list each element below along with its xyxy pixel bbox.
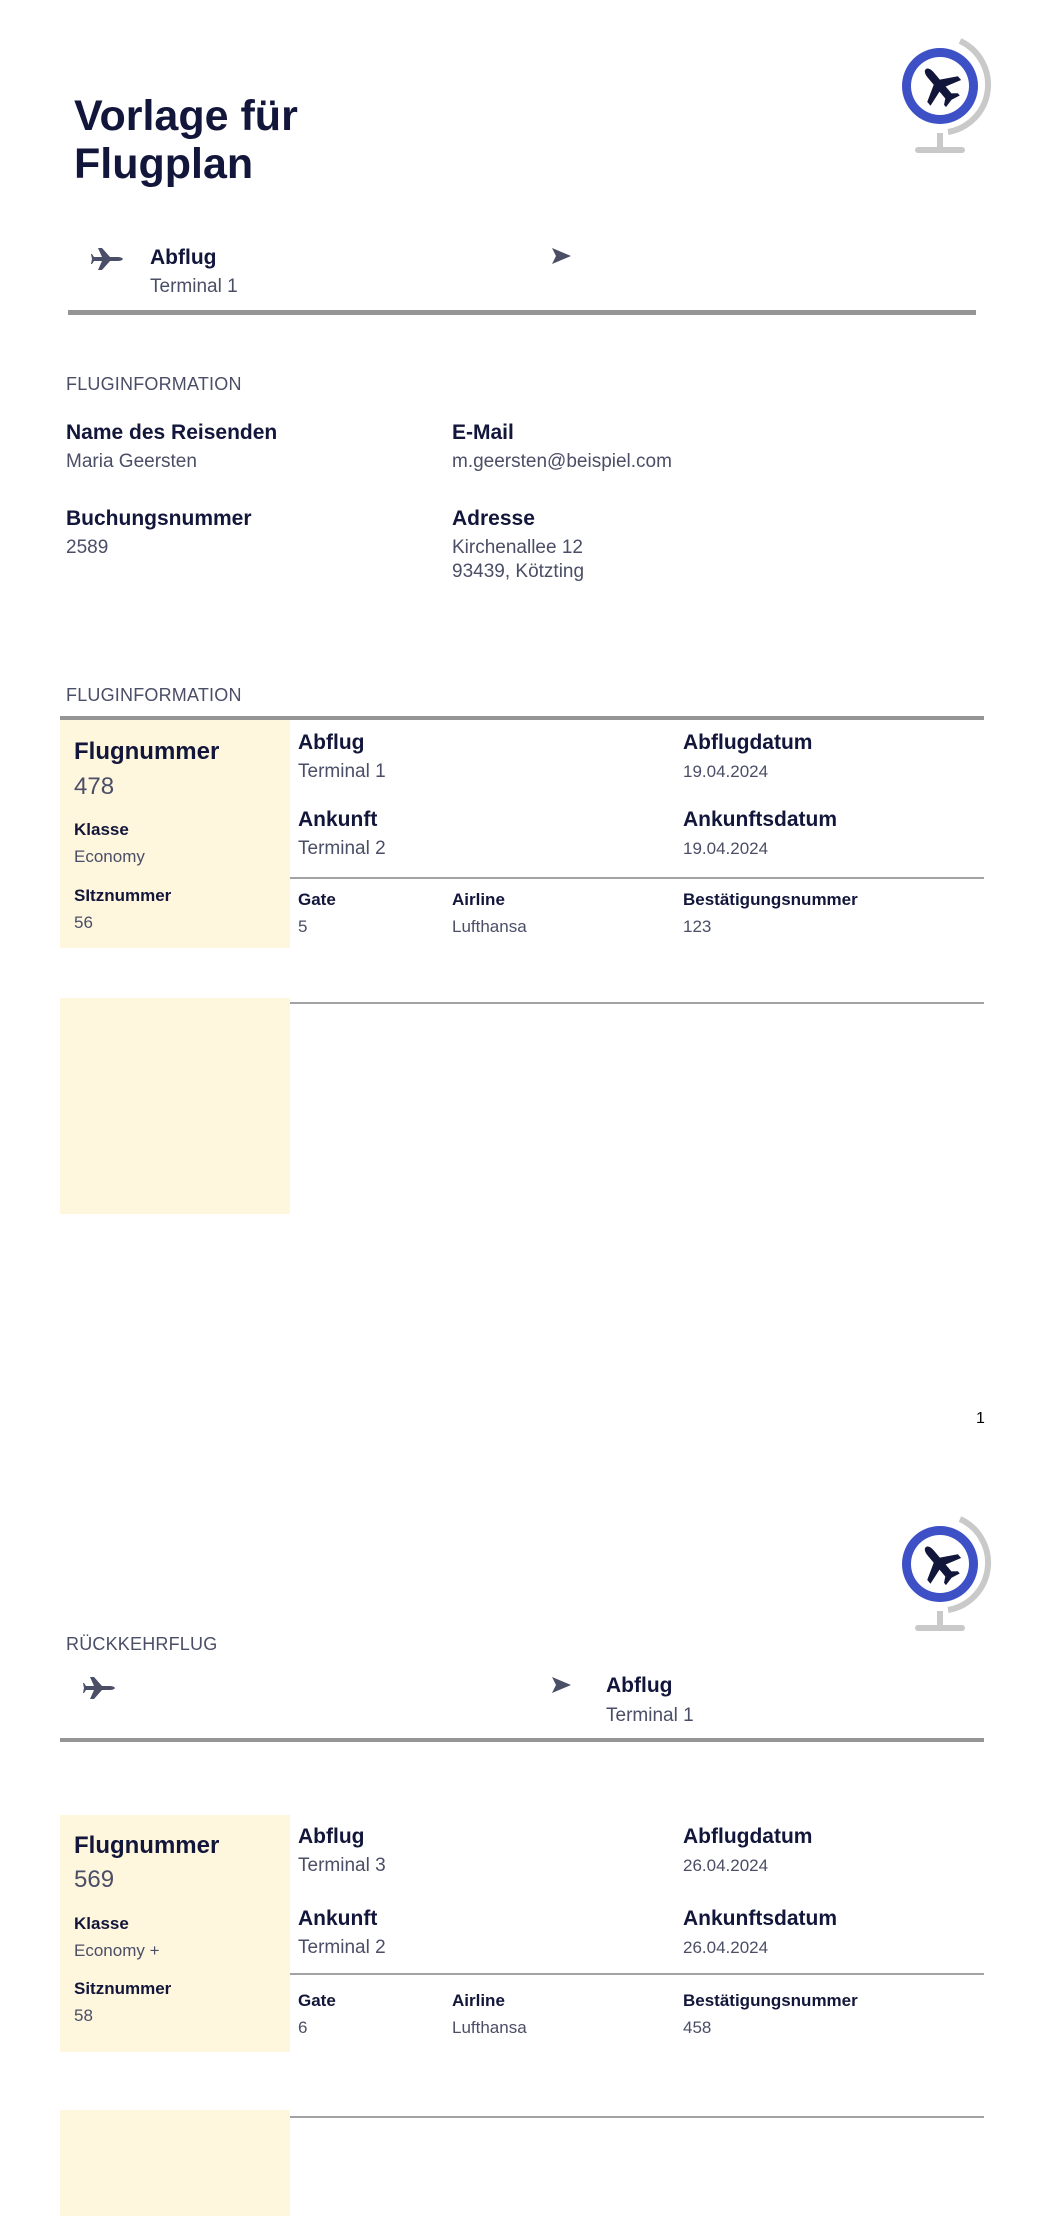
section-heading-return-flight: RÜCKKEHRFLUG (66, 1634, 218, 1654)
arrow-right-icon (552, 248, 572, 264)
booking-number-value: 2589 (66, 537, 109, 558)
class-value: Economy (74, 847, 145, 866)
return-departure-value: Terminal 3 (298, 1855, 386, 1876)
departure-label: Abflug (298, 731, 365, 754)
return-arrival-date-value: 26.04.2024 (683, 1938, 769, 1957)
return-confirmation-number-value: 458 (683, 2018, 712, 2037)
return-flight-number-value: 569 (74, 1866, 115, 1893)
traveler-name-value: Maria Geersten (66, 451, 197, 472)
return-class-value: Economy + (74, 1941, 160, 1960)
seat-number-label: SItznummer (74, 886, 172, 905)
confirmation-number-label: Bestätigungsnummer (683, 890, 858, 909)
page-title (74, 92, 298, 188)
return-airline-label: Airline (452, 1991, 505, 2010)
airline-value: Lufthansa (452, 917, 527, 936)
flight-number-value: 478 (74, 773, 115, 800)
return-arrival-label: Ankunft (298, 1907, 378, 1930)
return-empty-flight-panel (60, 2110, 290, 2216)
route-departure-value: Terminal 1 (150, 276, 238, 297)
return-departure-date-label: Abflugdatum (683, 1825, 813, 1848)
page-title-line-1: Vorlage für (74, 92, 298, 140)
flight-number-label: Flugnummer (74, 738, 220, 765)
arrow-right-icon-2 (552, 1677, 572, 1693)
return-flight-number-label: Flugnummer (74, 1832, 220, 1859)
return-seat-number-value: 58 (74, 2006, 93, 2025)
return-confirmation-number-label: Bestätigungsnummer (683, 1991, 858, 2010)
booking-number-label: Buchungsnummer (66, 507, 252, 530)
page-number: 1 (976, 1410, 985, 1427)
airplane-icon (91, 245, 123, 273)
section-heading-fluginformation: FLUGINFORMATION (66, 374, 242, 394)
departure-date-label: Abflugdatum (683, 731, 813, 754)
airline-label: Airline (452, 890, 505, 909)
address-label: Adresse (452, 507, 535, 530)
gate-label: Gate (298, 890, 336, 909)
section-heading-fluginformation-2: FLUGINFORMATION (66, 685, 242, 705)
departure-value: Terminal 1 (298, 761, 386, 782)
arrival-date-label: Ankunftsdatum (683, 808, 837, 831)
address-line-2: 93439, Kötzting (452, 561, 585, 582)
airplane-icon-2 (83, 1674, 115, 1702)
address-line-1: Kirchenallee 12 (452, 537, 583, 558)
arrival-date-value: 19.04.2024 (683, 839, 769, 858)
route-departure-label: Abflug (150, 246, 217, 269)
return-flight-details-divider (290, 1973, 984, 1975)
return-class-label: Klasse (74, 1914, 129, 1933)
flight-details-divider (290, 877, 984, 879)
gate-value: 5 (298, 917, 308, 936)
departure-date-value: 19.04.2024 (683, 762, 769, 781)
return-departure-label: Abflug (298, 1825, 365, 1848)
email-value: m.geersten@beispiel.com (452, 451, 672, 472)
seat-number-value: 56 (74, 913, 93, 932)
empty-flight-panel (60, 998, 290, 1214)
return-arrival-date-label: Ankunftsdatum (683, 1907, 837, 1930)
email-label: E-Mail (452, 421, 514, 444)
return-airline-value: Lufthansa (452, 2018, 527, 2037)
globe-airplane-icon-2 (890, 1514, 1000, 1636)
globe-airplane-icon (890, 36, 1000, 158)
return-gate-value: 6 (298, 2018, 308, 2037)
route-divider (68, 310, 976, 315)
arrival-label: Ankunft (298, 808, 378, 831)
return-empty-card-rule (290, 2116, 984, 2118)
return-route-departure-value: Terminal 1 (606, 1705, 694, 1726)
class-label: Klasse (74, 820, 129, 839)
return-route-departure-label: Abflug (606, 1674, 673, 1697)
empty-card-rule (290, 1002, 984, 1004)
traveler-name-label: Name des Reisenden (66, 421, 278, 444)
return-departure-date-value: 26.04.2024 (683, 1856, 769, 1875)
page-title-line-2: Flugplan (74, 140, 254, 188)
return-gate-label: Gate (298, 1991, 336, 2010)
return-seat-number-label: Sitznummer (74, 1979, 172, 1998)
return-route-divider (60, 1738, 984, 1742)
arrival-value: Terminal 2 (298, 838, 386, 859)
return-arrival-value: Terminal 2 (298, 1937, 386, 1958)
confirmation-number-value: 123 (683, 917, 712, 936)
